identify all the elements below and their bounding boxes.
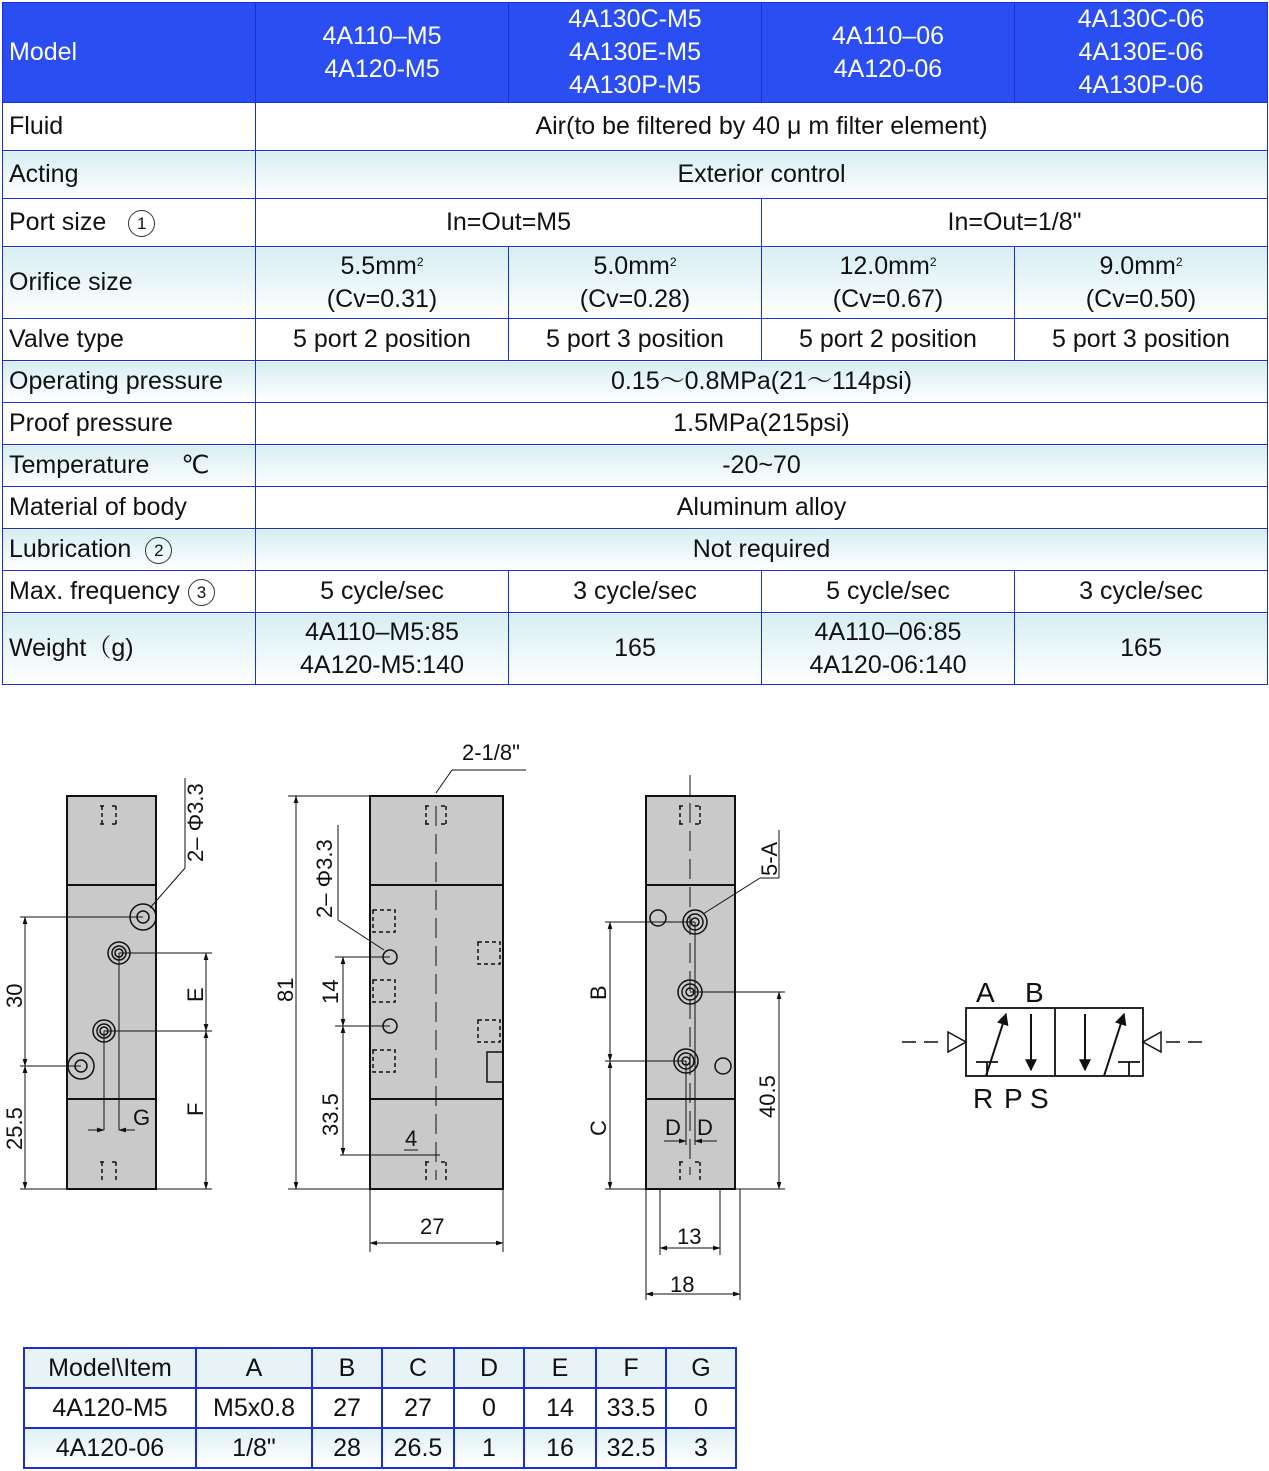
max-frequency-c2: 3 cycle/sec (509, 571, 762, 613)
port-size-left: In=Out=M5 (256, 199, 762, 247)
superscript: 2 (929, 254, 937, 269)
dim-cell: 0 (454, 1388, 524, 1428)
weight-value: 4A110–06:85 (814, 617, 962, 646)
superscript: 2 (669, 254, 677, 269)
orifice-area: 5.5mm (340, 251, 417, 280)
operating-pressure-row (3, 361, 1268, 403)
note-2-badge: 2 (145, 537, 172, 564)
model-name: 4A130E-M5 (568, 38, 702, 66)
valve-type-c1: 5 port 2 position (256, 319, 509, 361)
max-frequency-label-cell (3, 571, 256, 613)
dim-header: B (312, 1348, 382, 1388)
dim-81: 81 (273, 977, 298, 1002)
dim-40-5: 40.5 (755, 1075, 780, 1118)
valve-type-row (3, 319, 1268, 361)
acting-value: Exterior control (256, 151, 1268, 199)
fluid-label: Fluid (3, 103, 256, 151)
orifice-c1 (256, 247, 509, 319)
port-size-row (3, 199, 1268, 247)
superscript: 2 (1175, 254, 1183, 269)
lubrication-row (3, 529, 1268, 571)
dim-G: G (133, 1105, 151, 1130)
dim-header: Model\Item (24, 1348, 196, 1388)
dimension-table (23, 1347, 737, 1469)
orifice-area: 12.0mm (839, 251, 930, 280)
model-name: 4A130C-M5 (568, 5, 702, 33)
orifice-cv: (Cv=0.28) (579, 284, 691, 313)
lubrication-value: Not required (256, 529, 1268, 571)
orifice-cv: (Cv=0.50) (1085, 284, 1197, 313)
table-row (24, 1428, 736, 1468)
orifice-c2 (509, 247, 762, 319)
model-name: 4A110–M5 (322, 21, 442, 50)
model-name: 4A130E-06 (1078, 38, 1204, 66)
orifice-area: 9.0mm (1099, 251, 1176, 280)
dim-30: 30 (2, 983, 27, 1008)
hole-callout-2: 2– Φ3.3 (312, 839, 337, 918)
dimension-header-row (24, 1348, 736, 1388)
model-col2 (509, 3, 762, 103)
dim-header: D (454, 1348, 524, 1388)
max-frequency-row (3, 571, 1268, 613)
hole-callout-1: 2– Φ3.3 (183, 783, 208, 862)
max-frequency-c3: 5 cycle/sec (762, 571, 1015, 613)
orifice-cv: (Cv=0.67) (832, 284, 944, 313)
port-size-label-cell (3, 199, 256, 247)
drawing-labels (2, 740, 1049, 1297)
weight-row (3, 613, 1268, 685)
model-name: 4A120-M5 (324, 54, 440, 83)
material-value: Aluminum alloy (256, 487, 1268, 529)
dim-header: A (196, 1348, 312, 1388)
dim-cell: 32.5 (596, 1428, 666, 1468)
dim-cell: 1/8" (196, 1428, 312, 1468)
dim-cell: 33.5 (596, 1388, 666, 1428)
dim-cell: 27 (382, 1388, 454, 1428)
dim-14: 14 (318, 979, 343, 1004)
orifice-row (3, 247, 1268, 319)
dim-33-5: 33.5 (318, 1093, 343, 1136)
technical-drawing (0, 700, 1269, 1320)
dim-4: 4 (405, 1126, 418, 1151)
weight-value: 4A110–M5:85 (305, 617, 459, 646)
dim-13: 13 (677, 1224, 702, 1249)
temperature-row (3, 445, 1268, 487)
port-5-callout: 5-A (757, 841, 782, 876)
model-col3 (762, 3, 1015, 103)
acting-label: Acting (3, 151, 256, 199)
valve-type-label: Valve type (3, 319, 256, 361)
dim-cell: 14 (524, 1388, 596, 1428)
temperature-label: Temperature (9, 451, 150, 479)
dim-header: E (524, 1348, 596, 1388)
dim-C: C (586, 1120, 611, 1136)
orifice-area: 5.0mm (593, 251, 670, 280)
port-size-label: Port size (9, 208, 107, 236)
max-frequency-c4: 3 cycle/sec (1015, 571, 1268, 613)
dim-D-1: D (665, 1115, 681, 1140)
material-label: Material of body (3, 487, 256, 529)
temperature-value: -20~70 (256, 445, 1268, 487)
dim-18: 18 (670, 1272, 695, 1297)
weight-c3 (762, 613, 1015, 685)
model-name: 4A120-06 (833, 54, 943, 83)
model-col4 (1015, 3, 1268, 103)
lubrication-label: Lubrication (9, 535, 132, 563)
spec-header-row (3, 3, 1268, 103)
max-frequency-c1: 5 cycle/sec (256, 571, 509, 613)
operating-pressure-label: Operating pressure (3, 361, 256, 403)
dim-cell: M5x0.8 (196, 1388, 312, 1428)
dim-cell: 3 (666, 1428, 736, 1468)
dim-25-5: 25.5 (2, 1107, 27, 1150)
port-A-label: A (976, 977, 995, 1008)
acting-row (3, 151, 1268, 199)
max-frequency-label: Max. frequency (9, 577, 180, 605)
material-row (3, 487, 1268, 529)
dim-cell: 1 (454, 1428, 524, 1468)
dim-D-2: D (697, 1115, 713, 1140)
dim-cell: 4A120-M5 (24, 1388, 196, 1428)
weight-value: 4A120-M5:140 (299, 650, 464, 679)
note-1-badge: 1 (128, 210, 155, 237)
dim-F: F (183, 1102, 208, 1116)
lubrication-label-cell (3, 529, 256, 571)
port-B-label: B (1025, 977, 1044, 1008)
valve-symbol (902, 1008, 1202, 1076)
dim-cell: 26.5 (382, 1428, 454, 1468)
orifice-cv: (Cv=0.31) (326, 284, 438, 313)
dim-header: C (382, 1348, 454, 1388)
temperature-unit: ℃ (181, 451, 210, 479)
model-name: 4A110–06 (831, 21, 945, 50)
dim-cell: 0 (666, 1388, 736, 1428)
weight-label: Weight（g) (3, 613, 256, 685)
spec-table (2, 2, 1268, 685)
port-P-label: P (1004, 1083, 1023, 1114)
model-label: Model (3, 3, 256, 103)
port-size-right: In=Out=1/8" (762, 199, 1268, 247)
superscript: 2 (416, 254, 424, 269)
port-callout: 2-1/8" (462, 740, 520, 765)
model-col1 (256, 3, 509, 103)
proof-pressure-label: Proof pressure (3, 403, 256, 445)
port-R-label: R (973, 1083, 994, 1114)
port-S-label: S (1030, 1083, 1049, 1114)
dim-header: G (666, 1348, 736, 1388)
dim-cell: 27 (312, 1388, 382, 1428)
orifice-c3 (762, 247, 1015, 319)
valve-type-c2: 5 port 3 position (509, 319, 762, 361)
orifice-c4 (1015, 247, 1268, 319)
note-3-badge: 3 (188, 579, 215, 606)
table-row (24, 1388, 736, 1428)
weight-c4: 165 (1015, 613, 1268, 685)
fluid-value: Air(to be filtered by 40 μ m filter element) (256, 103, 1268, 151)
weight-c1 (256, 613, 509, 685)
weight-value: 4A120-06:140 (809, 650, 967, 679)
dim-E: E (183, 987, 208, 1002)
orifice-label: Orifice size (3, 247, 256, 319)
weight-c2: 165 (509, 613, 762, 685)
model-name: 4A130P-06 (1078, 71, 1204, 99)
model-name: 4A130P-M5 (568, 71, 702, 99)
valve-type-c4: 5 port 3 position (1015, 319, 1268, 361)
temperature-label-cell (3, 445, 256, 487)
dim-27: 27 (420, 1214, 445, 1239)
dim-header: F (596, 1348, 666, 1388)
valve-type-c3: 5 port 2 position (762, 319, 1015, 361)
fluid-row (3, 103, 1268, 151)
model-name: 4A130C-06 (1077, 5, 1205, 33)
dim-B: B (586, 985, 611, 1000)
proof-pressure-value: 1.5MPa(215psi) (256, 403, 1268, 445)
dim-cell: 4A120-06 (24, 1428, 196, 1468)
dim-cell: 28 (312, 1428, 382, 1468)
dim-cell: 16 (524, 1428, 596, 1468)
proof-pressure-row (3, 403, 1268, 445)
operating-pressure-value: 0.15～0.8MPa(21～114psi) (256, 361, 1268, 403)
